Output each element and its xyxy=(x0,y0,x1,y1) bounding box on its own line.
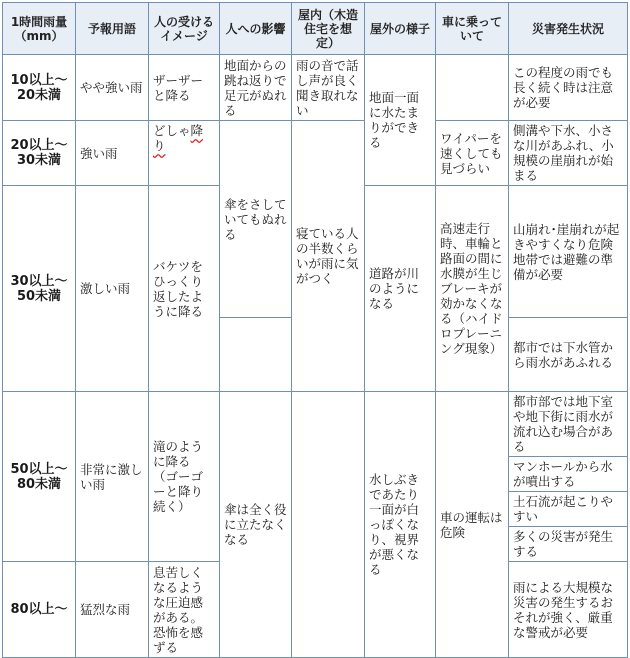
disaster-cell: この程度の雨でも長く続く時は注意が必要 xyxy=(509,55,628,121)
forecast-term-cell: 強い雨 xyxy=(76,121,149,186)
header-disaster-situation: 災害発生状況 xyxy=(509,3,628,55)
car-cell: ワイパーを速くしても見づらい xyxy=(436,121,509,186)
disaster-cell: 側溝や下水、小さな川があふれ、小規模の崖崩れが始まる xyxy=(509,121,628,186)
indoor-cell: 雨の音で話し声が良く聞き取れない xyxy=(292,55,365,121)
rainfall-range-cell: 20以上〜30未満 xyxy=(3,121,76,186)
effect-on-people-cell: 地面からの跳ね返りで足元がぬれる xyxy=(220,55,292,121)
effect-on-people-cell: 傘をさしていてもぬれる xyxy=(220,121,292,318)
forecast-term-cell: やや強い雨 xyxy=(76,55,149,121)
rainfall-range-cell: 30以上〜50未満 xyxy=(3,186,76,392)
disaster-cell: 雨による大規模な災害の発生するおそれが強く、厳重な警戒が必要 xyxy=(509,562,628,658)
table-row xyxy=(3,121,628,186)
forecast-term-cell: 非常に激しい雨 xyxy=(76,392,149,562)
perceived-image-text: どしゃ xyxy=(153,123,191,138)
perceived-image-cell: 息苦しくなるような圧迫感がある。恐怖を感ずる xyxy=(149,562,220,658)
header-hourly-rainfall: 1時間雨量（mm） xyxy=(3,3,76,55)
disaster-cell: 土石流が起こりやすい xyxy=(509,492,628,527)
disaster-cell: マンホールから水が噴出する xyxy=(509,457,628,492)
indoor-cell xyxy=(292,392,365,658)
car-cell xyxy=(436,55,509,121)
table-row xyxy=(3,392,628,457)
table-row xyxy=(3,55,628,121)
disaster-cell: 都市では下水管から雨水があふれる xyxy=(509,318,628,392)
car-cell: 高速走行時、車輪と路面の間に水膜が生じブレーキが効かなくなる（ハイドロプレーニング現象） xyxy=(436,186,509,392)
outdoor-cell: 道路が川のようになる xyxy=(365,186,436,392)
forecast-term-cell: 猛烈な雨 xyxy=(76,562,149,658)
rainfall-range-cell: 80以上〜 xyxy=(3,562,76,658)
perceived-image-cell: 滝のように降る（ゴーゴーと降り続く） xyxy=(149,392,220,562)
forecast-term-cell: 激しい雨 xyxy=(76,186,149,392)
disaster-cell: 多くの災害が発生する xyxy=(509,527,628,562)
disaster-cell: 山崩れ･崖崩れが起きやすくなり危険地帯では避難の準備が必要 xyxy=(509,186,628,318)
rainfall-intensity-table xyxy=(2,2,628,658)
header-forecast-term: 予報用語 xyxy=(76,3,149,55)
perceived-image-cell xyxy=(149,121,220,186)
rainfall-range-cell: 10以上〜20未満 xyxy=(3,55,76,121)
header-indoors: 屋内（木造住宅を想定） xyxy=(292,3,365,55)
indoor-cell: 寝ている人の半数くらいが雨に気がつく xyxy=(292,121,365,392)
perceived-image-cell: ザーザーと降る xyxy=(149,55,220,121)
header-in-car: 車に乗っていて xyxy=(436,3,509,55)
spellcheck-underlined-word: 降り xyxy=(153,123,204,153)
outdoor-cell: 地面一面に水たまりができる xyxy=(365,55,436,186)
header-effect-on-people: 人への影響 xyxy=(220,3,292,55)
header-perceived-image: 人の受けるイメージ xyxy=(149,3,220,55)
header-row xyxy=(3,3,628,55)
car-cell: 車の運転は危険 xyxy=(436,392,509,658)
outdoor-cell: 水しぶきであたり一面が白っぽくなり、視界が悪くなる xyxy=(365,392,436,658)
effect-on-people-cell xyxy=(220,318,292,392)
header-outdoors: 屋外の様子 xyxy=(365,3,436,55)
disaster-cell: 都市部では地下室や地下街に雨水が流れ込む場合がある xyxy=(509,392,628,457)
effect-on-people-cell: 傘は全く役に立たなくなる xyxy=(220,392,292,658)
perceived-image-cell: バケツをひっくり返したように降る xyxy=(149,186,220,392)
rainfall-range-cell: 50以上〜80未満 xyxy=(3,392,76,562)
